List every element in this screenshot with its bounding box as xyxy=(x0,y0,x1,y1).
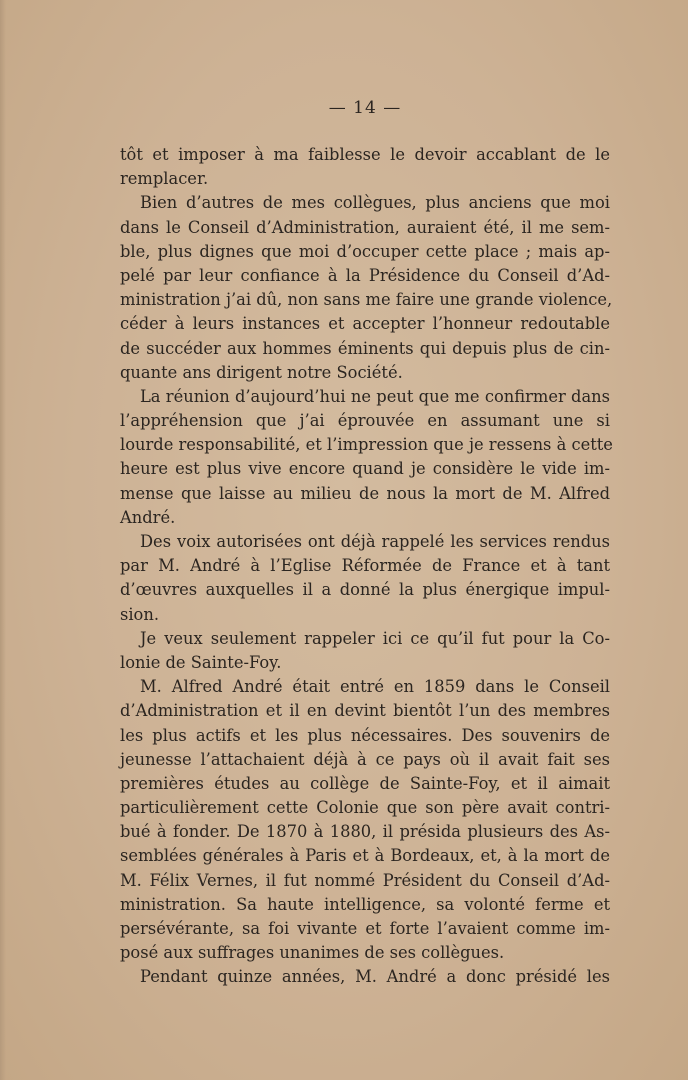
text-line: par M. André à l’Eglise Réformée de France et à tant xyxy=(120,556,610,576)
text-line: Bien d’autres de mes collègues, plus anciens que moi xyxy=(140,193,610,213)
text-line: lourde responsabilité, et l’impression que je ressens à cette xyxy=(120,435,613,455)
text-line: ble, plus dignes que moi d’occuper cette place ; mais ap- xyxy=(120,241,610,261)
text-line: Pendant quinze années, M. André a donc présidé les xyxy=(140,967,610,987)
text-line: pelé par leur confiance à la Présidence du Conseil d’Ad- xyxy=(120,265,610,285)
text-line: remplacer. xyxy=(120,169,209,189)
text-line: ministration. Sa haute intelligence, sa volonté ferme et xyxy=(120,894,610,914)
text-line: M. Alfred André était entré en 1859 dans le Conseil xyxy=(140,677,610,697)
text-line: bué à fonder. De 1870 à 1880, il présida plusieurs des As- xyxy=(120,822,610,842)
body-text xyxy=(120,143,613,990)
page-gutter-shadow xyxy=(0,0,6,1080)
text-line: l’appréhension que j’ai éprouvée en assumant une si xyxy=(120,411,610,431)
text-line: ministration j’ai dû, non sans me faire une grande violence, xyxy=(120,290,613,310)
text-line: M. Félix Vernes, il fut nommé Président du Conseil d’Ad- xyxy=(120,870,610,890)
text-line: lonie de Sainte-Foy. xyxy=(120,652,282,672)
text-line: André. xyxy=(120,507,176,527)
text-line: premières études au collège de Sainte-Foy, et il aimait xyxy=(120,773,610,793)
text-line: sion. xyxy=(120,604,160,624)
text-line: céder à leurs instances et accepter l’honneur redoutable xyxy=(120,314,610,334)
text-line: mense que laisse au milieu de nous la mort de M. Alfred xyxy=(120,483,610,503)
text-line: La réunion d’aujourd’hui ne peut que me confirmer dans xyxy=(140,386,610,406)
text-line: quante ans dirigent notre Société. xyxy=(120,362,403,382)
text-line: d’œuvres auxquelles il a donné la plus énergique impul- xyxy=(120,580,610,600)
page-number: — 14 — xyxy=(328,98,402,118)
text-line: particulièrement cette Colonie que son père avait contri- xyxy=(120,798,610,818)
text-line: tôt et imposer à ma faiblesse le devoir accablant de le xyxy=(120,145,610,164)
text-line: les plus actifs et les plus nécessaires. Des souvenirs de xyxy=(120,725,610,745)
text-line: jeunesse l’attachaient déjà à ce pays où il avait fait ses xyxy=(120,749,610,769)
text-line: dans le Conseil d’Administration, auraient été, il me sem- xyxy=(120,217,610,237)
text-line: de succéder aux hommes éminents qui depuis plus de cin- xyxy=(120,338,610,358)
text-line: d’Administration et il en devint bientôt l’un des membres xyxy=(120,701,610,721)
text-line: persévérante, sa foi vivante et forte l’avaient comme im- xyxy=(120,919,610,938)
text-line: heure est plus vive encore quand je considère le vide im- xyxy=(120,459,610,479)
text-line: semblées générales à Paris et à Bordeaux, et, à la mort de xyxy=(120,846,610,866)
text-line: Des voix autorisées ont déjà rappelé les services rendus xyxy=(140,532,610,551)
text-line: Je veux seulement rappeler ici ce qu’il fut pour la Co- xyxy=(140,628,610,648)
text-line: posé aux suffrages unanimes de ses collègues. xyxy=(120,943,505,963)
